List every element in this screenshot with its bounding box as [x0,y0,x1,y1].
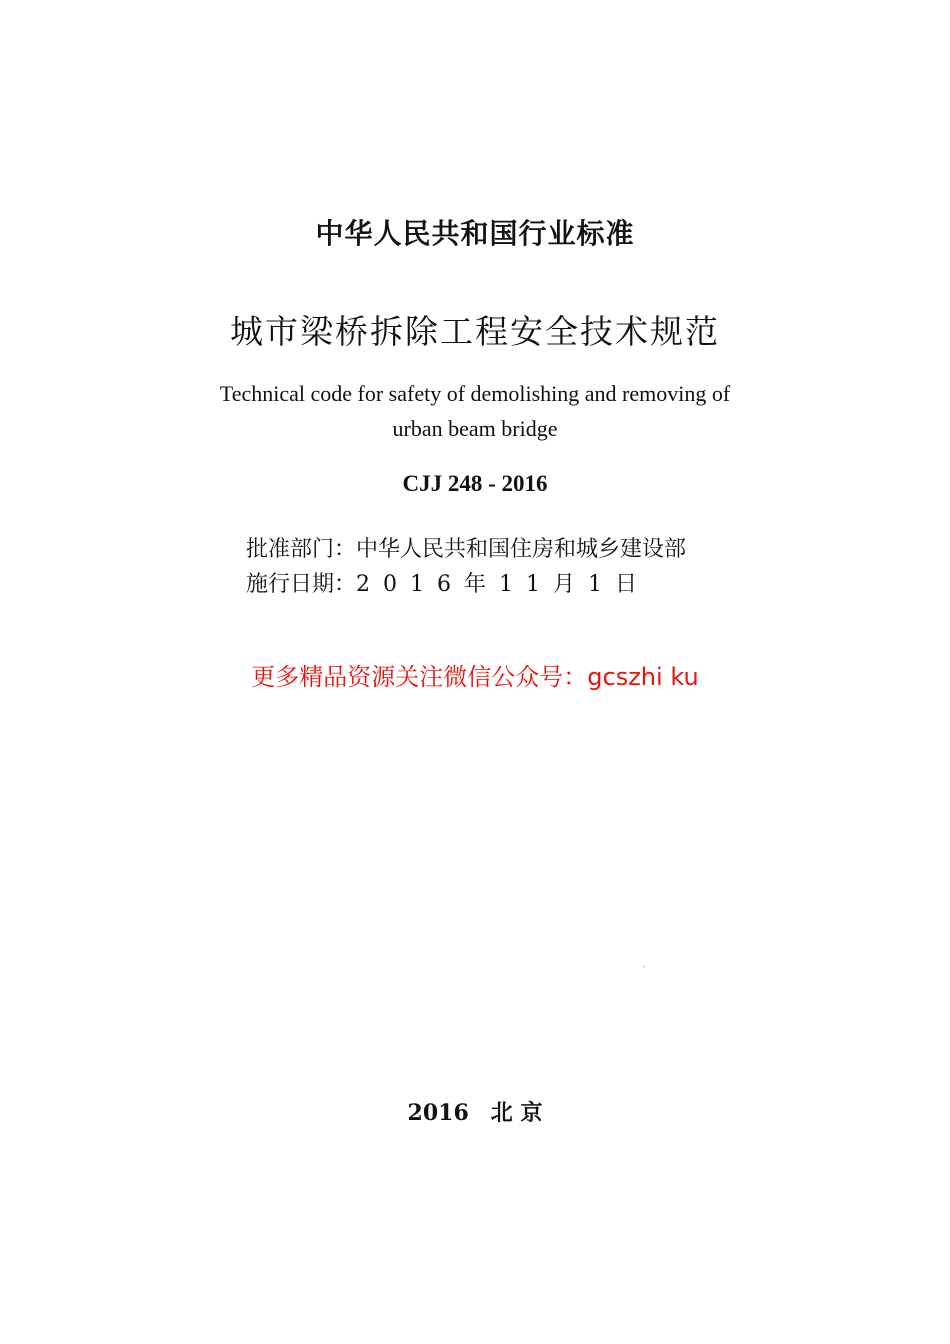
footer-city: 北 京 [490,1100,543,1126]
title-english [0,376,950,446]
title-chinese: 城市梁桥拆除工程安全技术规范 [230,312,720,351]
implementation-label: 施行日期： [246,572,357,597]
title-english-line-1: Technical code for safety of demolishing and removing of [219,381,731,406]
approval-label: 批准部门： [246,537,357,562]
promo-watermark-text: 更多精品资源关注微信公众号：gcszhi ku [251,663,699,691]
approval-value: 中华人民共和国住房和城乡建设部 [356,537,687,562]
standard-type: 中华人民共和国行业标准 [315,217,635,250]
scan-speck [643,966,645,967]
standard-code: CJJ 248 - 2016 [402,471,548,496]
publication-footer [0,1096,950,1127]
implementation-date [246,567,650,598]
implementation-value: 2016年11月1日 [356,572,650,597]
footer-year: 2016 [407,1100,469,1126]
title-english-line-2: urban beam bridge [392,416,558,441]
approval-department [246,532,686,563]
